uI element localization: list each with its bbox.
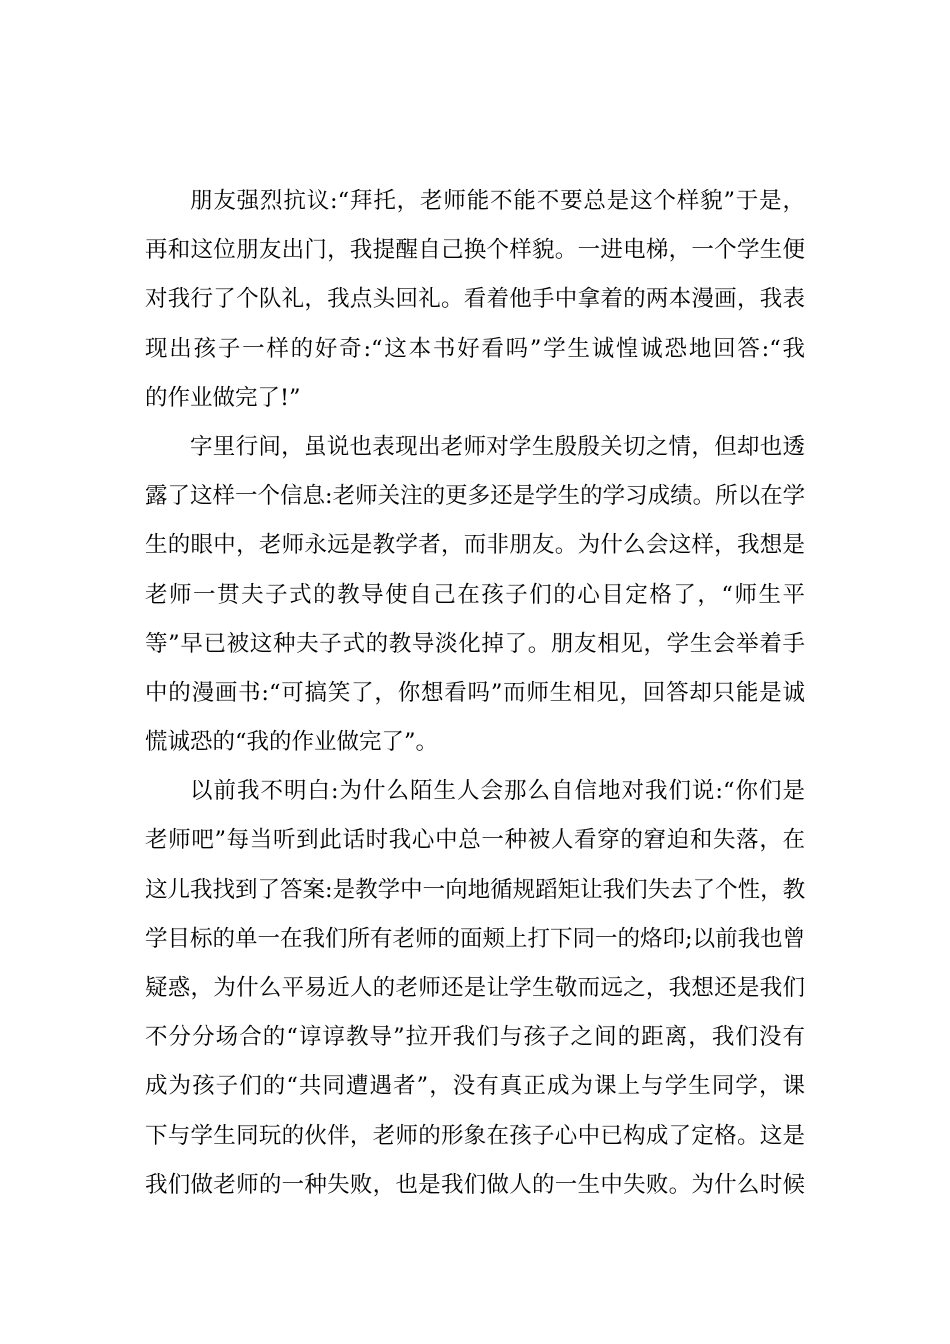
text-line: 的作业做完了!” — [145, 384, 301, 411]
text-line: 不分分场合的“谆谆教导”拉开我们与孩子之间的距离，我们没有 — [145, 1024, 805, 1051]
text-line: 以前我不明白:为什么陌生人会那么自信地对我们说:“你们是 — [190, 778, 805, 805]
text-line: 疑惑，为什么平易近人的老师还是让学生敬而远之，我想还是我们 — [145, 975, 805, 1001]
text-line: 我们做老师的一种失败，也是我们做人的一生中失败。为什么时候 — [145, 1171, 805, 1198]
text-line: 这儿我找到了答案:是教学中一向地循规蹈矩让我们失去了个性，教 — [145, 876, 805, 903]
text-line: 字里行间，虽说也表现出老师对学生殷殷关切之情，但却也透 — [190, 433, 805, 460]
paragraph-2 — [145, 423, 805, 767]
paragraph-1 — [145, 177, 805, 423]
text-line: 成为孩子们的“共同遭遇者”，没有真正成为课上与学生同学，课 — [145, 1073, 805, 1100]
text-line: 朋友强烈抗议:“拜托，老师能不能不要总是这个样貌”于是， — [190, 188, 805, 214]
text-line: 现出孩子一样的好奇:“这本书好看吗”学生诚惶诚恐地回答:“我 — [145, 335, 805, 362]
text-line: 等”早已被这种夫子式的教导淡化掉了。朋友相见，学生会举着手 — [145, 630, 805, 657]
text-line: 下与学生同玩的伙伴，老师的形象在孩子心中已构成了定格。这是 — [145, 1122, 805, 1149]
text-line: 中的漫画书:“可搞笑了，你想看吗”而师生相见，回答却只能是诚 — [145, 679, 805, 706]
text-line: 再和这位朋友出门，我提醒自己换个样貌。一进电梯，一个学生便 — [145, 237, 805, 264]
text-line: 老师吧”每当听到此话时我心中总一种被人看穿的窘迫和失落，在 — [145, 827, 805, 854]
text-line: 慌诚恐的“我的作业做完了”。 — [145, 729, 439, 756]
text-line: 露了这样一个信息:老师关注的更多还是学生的学习成绩。所以在学 — [145, 483, 805, 510]
body-text — [145, 177, 805, 1210]
text-line: 学目标的单一在我们所有老师的面颊上打下同一的烙印;以前我也曾 — [145, 925, 805, 952]
text-line: 老师一贯夫子式的教导使自己在孩子们的心目定格了，“师生平 — [145, 581, 805, 608]
paragraph-3 — [145, 767, 805, 1210]
text-line: 生的眼中，老师永远是教学者，而非朋友。为什么会这样，我想是 — [145, 532, 805, 559]
text-line: 对我行了个队礼，我点头回礼。看着他手中拿着的两本漫画，我表 — [145, 286, 805, 313]
